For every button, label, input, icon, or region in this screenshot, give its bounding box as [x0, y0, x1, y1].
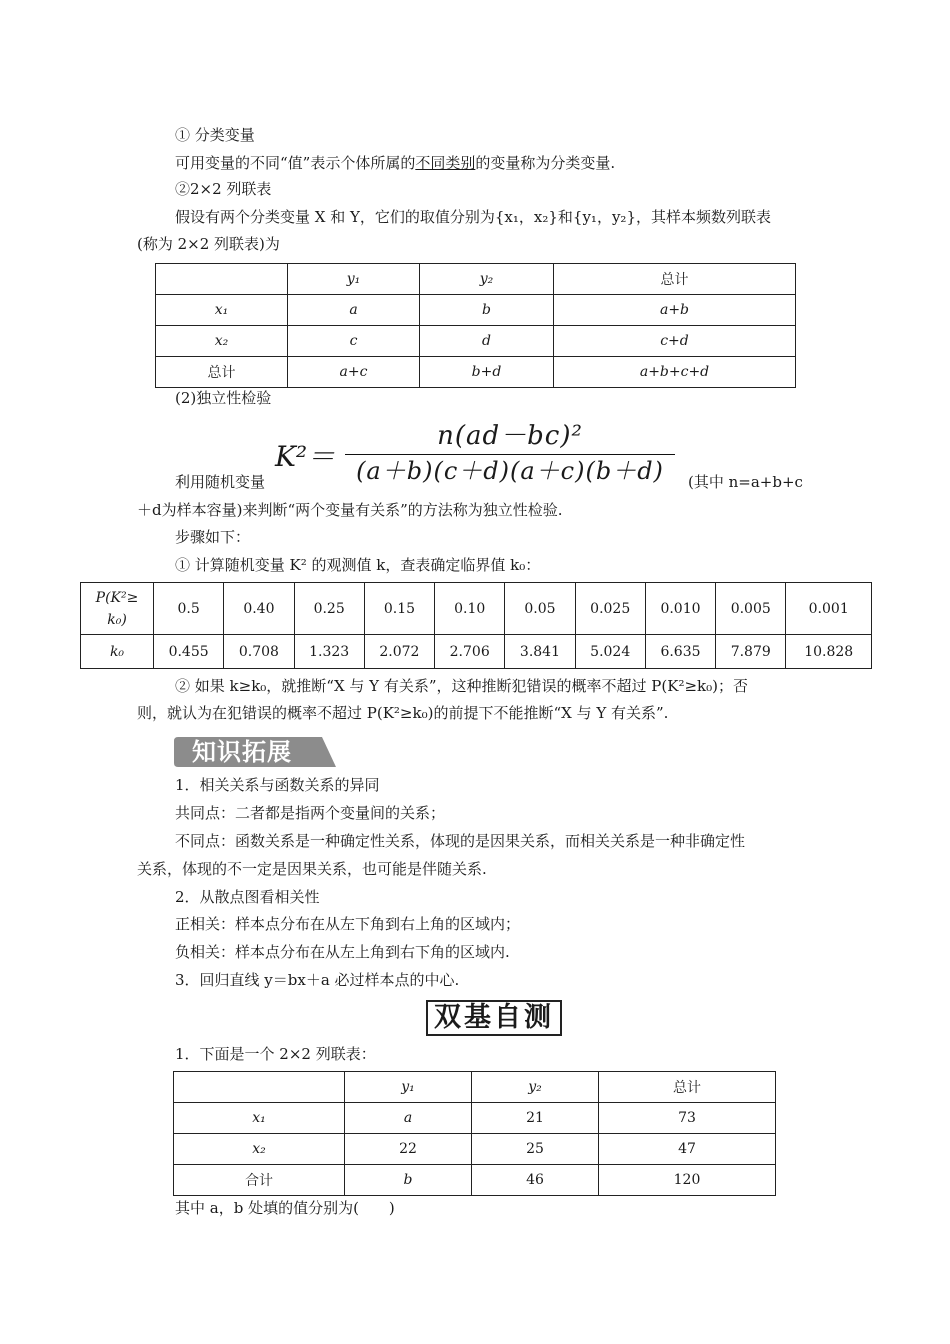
- ext-negative: 负相关：样本点分布在从左上角到右下角的区域内.: [175, 943, 510, 961]
- table-cell: 合计: [174, 1165, 345, 1196]
- table-cell: b: [345, 1165, 472, 1196]
- p-value-cell: 0.005: [716, 583, 786, 635]
- ext-heading-1: 1．相关关系与函数关系的异同: [175, 776, 380, 794]
- ext-diff-line1: 不同点：函数关系是一种确定性关系，体现的是因果关系，而相关关系是一种非确定性: [175, 832, 746, 850]
- p-value-cell: 0.40: [224, 583, 294, 635]
- p-value-cell: 0.025: [575, 583, 645, 635]
- p-value-cell: 0.05: [505, 583, 575, 635]
- table-cell: a+b+c+d: [554, 357, 796, 388]
- table-cell: 73: [599, 1103, 776, 1134]
- table-cell: c+d: [554, 326, 796, 357]
- section-title-categorical: ① 分类变量: [175, 126, 255, 144]
- definition-text: 可用变量的不同“值”表示个体所属的: [175, 154, 416, 172]
- table-row-label: k₀: [81, 635, 154, 669]
- p-value-cell: 0.010: [645, 583, 715, 635]
- table-cell: x₂: [174, 1134, 345, 1165]
- contingency-intro-line2: (称为 2×2 列联表)为: [137, 235, 280, 253]
- table-header-cell: 总计: [599, 1072, 776, 1103]
- table-cell: a+c: [288, 357, 420, 388]
- p-value-cell: 0.15: [364, 583, 434, 635]
- table-cell: 总计: [156, 357, 288, 388]
- table-cell: x₁: [174, 1103, 345, 1134]
- formula-lhs: K²＝: [275, 440, 336, 473]
- k-value-cell: 0.708: [224, 635, 294, 669]
- ext-positive: 正相关：样本点分布在从左下角到右上角的区域内；: [175, 915, 521, 933]
- table-cell: b: [420, 295, 554, 326]
- categorical-definition: [175, 153, 615, 173]
- k-value-cell: 10.828: [786, 635, 872, 669]
- table-row-label: [81, 583, 154, 635]
- k-value-cell: 2.072: [364, 635, 434, 669]
- self-test-title: 双基自测: [426, 1000, 562, 1036]
- ext-heading-2: 2．从散点图看相关性: [175, 888, 320, 906]
- table-cell: 21: [472, 1103, 599, 1134]
- contingency-intro-line1: 假设有两个分类变量 X 和 Y，它们的取值分别为{x₁，x₂}和{y₁，y₂}，其样本频数列联表: [175, 208, 771, 226]
- steps-heading: 步骤如下：: [175, 528, 251, 546]
- formula-lead-text: 利用随机变量: [175, 473, 266, 491]
- table-header-cell: y₂: [472, 1072, 599, 1103]
- table-header-cell: 总计: [554, 264, 796, 295]
- knowledge-extension-banner: [172, 735, 338, 769]
- k-value-cell: 5.024: [575, 635, 645, 669]
- k-value-cell: 1.323: [294, 635, 364, 669]
- formula-denominator: (a＋b)(c＋d)(a＋c)(b＋d): [356, 457, 664, 485]
- label-line: k₀): [107, 611, 127, 628]
- ext-heading-3: 3．回归直线 y＝bx＋a 必过样本点的中心.: [175, 971, 460, 989]
- p-value-cell: 0.5: [154, 583, 224, 635]
- step-one: ① 计算随机变量 K² 的观测值 k，查表确定临界值 k₀：: [175, 556, 541, 574]
- independence-definition: ＋d为样本容量)来判断“两个变量有关系”的方法称为独立性检验.: [137, 501, 563, 519]
- p-value-cell: 0.25: [294, 583, 364, 635]
- ext-same: 共同点：二者都是指两个变量间的关系；: [175, 804, 446, 822]
- step-two-line1: ② 如果 k≥k₀，就推断“X 与 Y 有关系”，这种推断犯错误的概率不超过 P(K²≥k₀)；否: [175, 677, 748, 695]
- table-cell: c: [288, 326, 420, 357]
- k-value-cell: 7.879: [716, 635, 786, 669]
- table-cell: x₂: [156, 326, 288, 357]
- section-title-independence: (2)独立性检验: [175, 389, 272, 407]
- section-title-contingency: ②2×2 列联表: [175, 180, 272, 198]
- k-value-cell: 6.635: [645, 635, 715, 669]
- question-1-stem: 1．下面是一个 2×2 列联表：: [175, 1045, 376, 1063]
- question-1-tail: 其中 a，b 处填的值分别为( ): [175, 1199, 395, 1217]
- table-header-cell: y₁: [345, 1072, 472, 1103]
- table-cell: 47: [599, 1134, 776, 1165]
- critical-value-table: [80, 582, 872, 669]
- table-cell: 46: [472, 1165, 599, 1196]
- table-cell: d: [420, 326, 554, 357]
- question-table: [173, 1071, 776, 1196]
- table-cell: a: [345, 1103, 472, 1134]
- formula-numerator: n(ad－bc)²: [437, 421, 583, 451]
- step-two-line2: 则，就认为在犯错误的概率不超过 P(K²≥k₀)的前提下不能推断“X 与 Y 有关系”.: [137, 704, 669, 722]
- definition-text-end: 的变量称为分类变量.: [475, 154, 616, 172]
- table-cell: 120: [599, 1165, 776, 1196]
- k-value-cell: 3.841: [505, 635, 575, 669]
- ext-diff-line2: 关系，体现的不一定是因果关系，也可能是伴随关系.: [137, 860, 487, 878]
- banner-text: 知识拓展: [192, 738, 292, 766]
- p-value-cell: 0.001: [786, 583, 872, 635]
- p-value-cell: 0.10: [435, 583, 505, 635]
- table-cell: 22: [345, 1134, 472, 1165]
- table-cell: x₁: [156, 295, 288, 326]
- table-header-cell: [174, 1072, 345, 1103]
- k-squared-formula: [275, 421, 675, 491]
- table-header-cell: [156, 264, 288, 295]
- table-cell: a: [288, 295, 420, 326]
- table-header-cell: y₁: [288, 264, 420, 295]
- table-cell: a+b: [554, 295, 796, 326]
- k-value-cell: 2.706: [435, 635, 505, 669]
- formula-note: (其中 n=a+b+c: [688, 473, 803, 491]
- label-line: P(K²≥: [95, 589, 139, 606]
- table-cell: b+d: [420, 357, 554, 388]
- table-cell: 25: [472, 1134, 599, 1165]
- contingency-table: [155, 263, 796, 388]
- k-value-cell: 0.455: [154, 635, 224, 669]
- table-header-cell: y₂: [420, 264, 554, 295]
- underlined-term: 不同类别: [415, 154, 476, 172]
